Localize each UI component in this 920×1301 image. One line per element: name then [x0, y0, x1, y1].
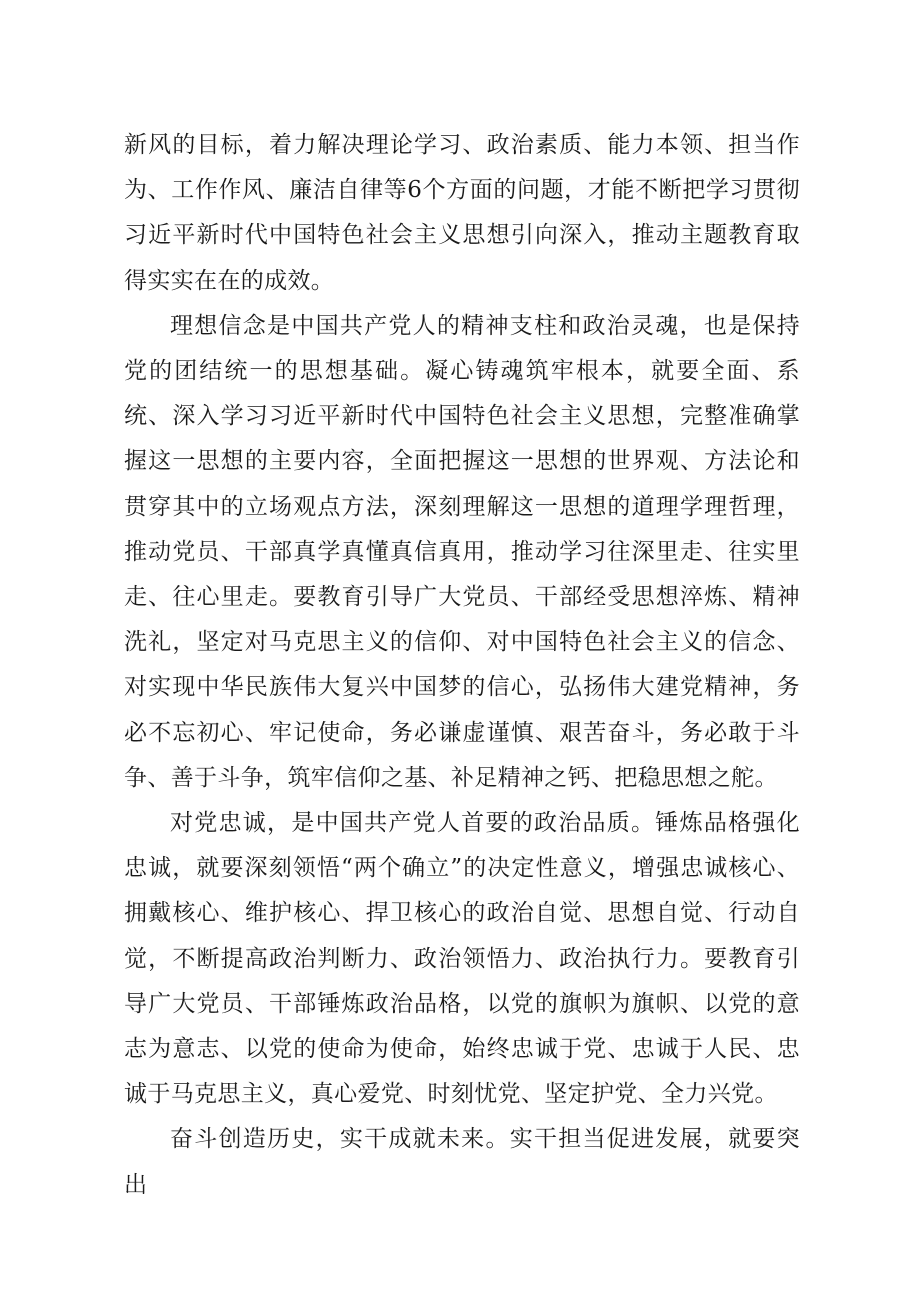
paragraph-1: 新风的目标，着力解决理论学习、政治素质、能力本领、担当作为、工作作风、廉洁自律等6个方面的问题，才能不断把学习贯彻习近平新时代中国特色社会主义思想引向深入，推动主题教育取得实实在在的成效。: [124, 132, 800, 294]
paragraph-2: 理想信念是中国共产党人的精神支柱和政治灵魂，也是保持党的团结统一的思想基础。凝心铸魂筑牢根本，就要全面、系统、深入学习习近平新时代中国特色社会主义思想，完整准确掌握这一思想的主要内容，全面把握这一思想的世界观、方法论和贯穿其中的立场观点方法，深刻理解这一思想的道理学理哲理，推动党员、干部真学真懂真信真用，推动学习往深里走、往实里走、往心里走。要教育引导广大党员、干部经受思想淬炼、精神洗礼，坚定对马克思主义的信仰、对中国特色社会主义的信念、对实现中华民族伟大复兴中国梦的信心，弘扬伟大建党精神，务必不忘初心、牢记使命，务必谦虚谨慎、艰苦奋斗，务必敢于斗争、善于斗争，筑牢信仰之基、补足精神之钙、把稳思想之舵。: [124, 312, 800, 791]
body-text: [124, 123, 800, 1208]
paragraph-4: 奋斗创造历史，实干成就未来。实干担当促进发展，就要突出: [124, 1126, 800, 1198]
paragraph-3: 对党忠诚，是中国共产党人首要的政治品质。锤炼品格强化忠诚，就要深刻领悟“两个确立”的决定性意义，增强忠诚核心、拥戴核心、维护核心、捍卫核心的政治自觉、思想自觉、行动自觉，不断提高政治判断力、政治领悟力、政治执行力。要教育引导广大党员、干部锤炼政治品格，以党的旗帜为旗帜、以党的意志为意志、以党的使命为使命，始终忠诚于党、忠诚于人民、忠诚于马克思主义，真心爱党、时刻忧党、坚定护党、全力兴党。: [124, 810, 800, 1108]
